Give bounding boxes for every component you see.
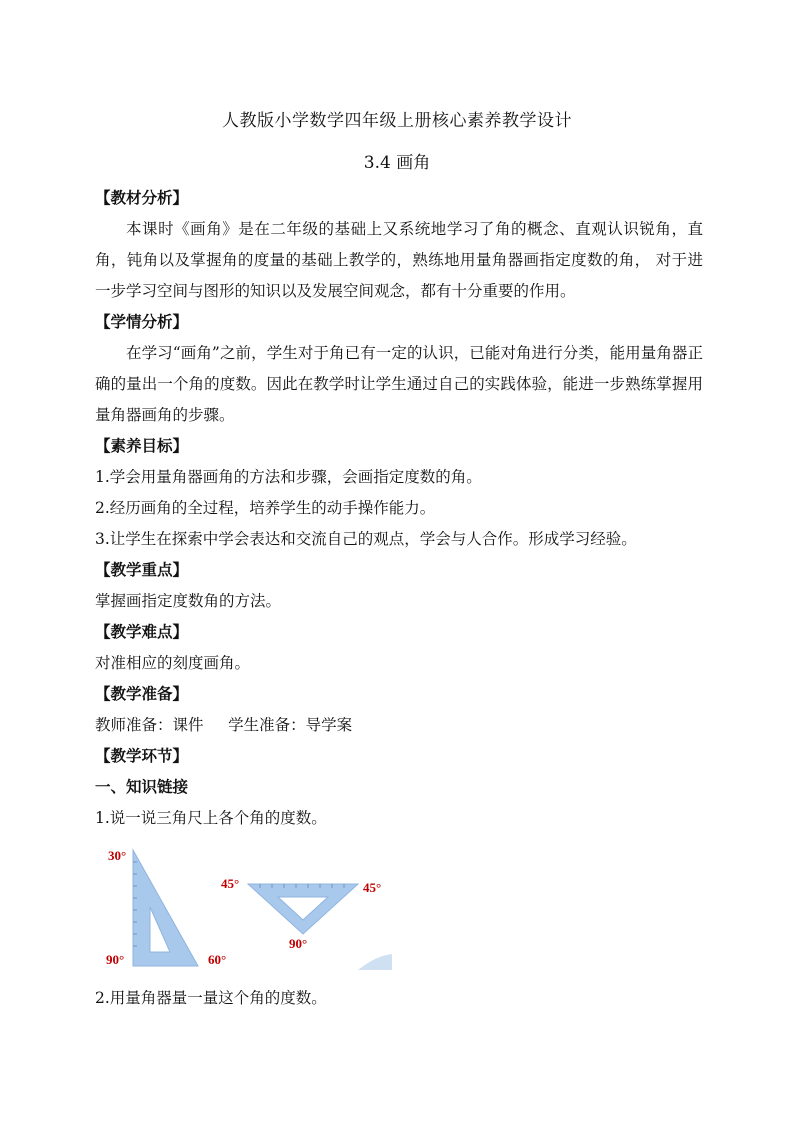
heading-preparation: 【教学准备】 bbox=[95, 684, 189, 703]
label-60: 60° bbox=[208, 952, 227, 967]
preparation-text: 教师准备：课件 学生准备：导学案 bbox=[95, 716, 353, 734]
label-90-left: 90° bbox=[106, 952, 125, 967]
heading-textbook-analysis: 【教材分析】 bbox=[95, 188, 189, 207]
document-title: 人教版小学数学四年级上册核心素养教学设计 bbox=[222, 111, 572, 131]
label-90-bottom: 90° bbox=[289, 936, 308, 951]
set-square-45-45-90 bbox=[248, 884, 358, 934]
procedure-item-2: 2.用量角器量一量这个角的度数。 bbox=[95, 989, 327, 1007]
heading-difficulties: 【教学难点】 bbox=[95, 622, 189, 641]
heading-literacy-goals: 【素养目标】 bbox=[95, 436, 189, 455]
lesson-title: 3.4 画角 bbox=[363, 153, 431, 173]
heading-key-points: 【教学重点】 bbox=[95, 560, 189, 579]
key-points-text: 掌握画指定度数角的方法。 bbox=[95, 592, 282, 610]
heading-student-analysis: 【学情分析】 bbox=[95, 312, 189, 331]
paragraph-textbook-analysis: 本课时《画角》是在二年级的基础上又系统地学习了角的概念、直观认识锐角，直角，钝角以及掌握角的度量的基础上教学的，熟练地用量角器画指定度数的角， 对于进一步学习空间与图形的知识以及发展空间观念，都有十分重要的作用。 bbox=[95, 220, 703, 300]
set-square-30-60-90 bbox=[133, 850, 198, 966]
label-30: 30° bbox=[108, 848, 127, 863]
label-45-left: 45° bbox=[221, 876, 240, 891]
sub-heading-knowledge-link: 一、知识链接 bbox=[95, 777, 189, 796]
difficulties-text: 对准相应的刻度画角。 bbox=[95, 654, 251, 672]
goal-item-1: 1.学会用量角器画角的方法和步骤，会画指定度数的角。 bbox=[95, 468, 482, 486]
procedure-item-1: 1.说一说三角尺上各个角的度数。 bbox=[95, 809, 327, 827]
paragraph-student-analysis: 在学习“画角”之前，学生对于角已有一定的认识，已能对角进行分类，能用量角器正确的量出一个角的度数。因此在教学时让学生通过自己的实践体验，能进一步熟练掌握用量角器画角的步骤。 bbox=[95, 344, 703, 424]
label-45-right: 45° bbox=[363, 880, 382, 895]
heading-procedure: 【教学环节】 bbox=[95, 746, 189, 765]
goal-item-3: 3.让学生在探索中学会表达和交流自己的观点，学会与人合作。形成学习经验。 bbox=[95, 530, 637, 548]
goal-item-2: 2.经历画角的全过程，培养学生的动手操作能力。 bbox=[95, 499, 436, 517]
triangle-rulers-figure bbox=[100, 842, 400, 977]
protractor-edge bbox=[358, 954, 392, 970]
